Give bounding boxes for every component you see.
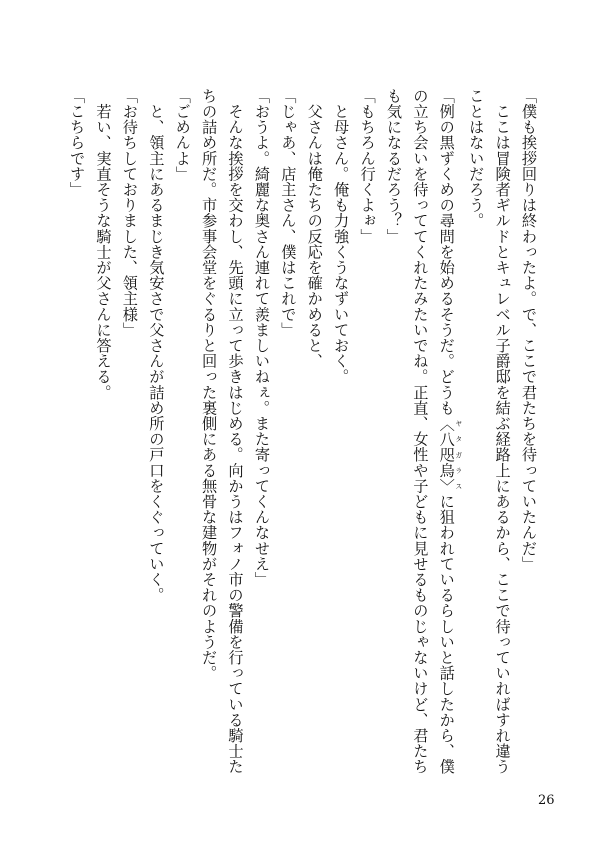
paragraph	[381, 88, 463, 788]
paragraph: 「僕も挨拶回りは終わったよ。で、ここで君たちを待っていたんだ」	[520, 88, 538, 572]
paragraph: 父さんは俺たちの反応を確かめると、	[305, 88, 324, 369]
paragraph: と、領主にあるまじき気安さで父さんが詰め所の戸口をくぐっていく。	[147, 88, 166, 603]
paragraph-segment: 「例の黒ずくめの尋問を始めるそうだ。どうも	[437, 88, 456, 416]
paragraph: 「じゃあ、店主さん、僕はこれで」	[279, 88, 298, 338]
paragraph: 「お待ちしておりました、領主様」	[120, 88, 139, 338]
paragraph: 「ごめんよ」	[173, 88, 192, 182]
paragraph: と母さん。俺も力強くうなずいておく。	[332, 88, 351, 385]
paragraph: 若い、実直そうな騎士が父さんに答える。	[94, 88, 113, 400]
paragraph: ここは冒険者ギルドとキュレベル子爵邸を結ぶ経路上にあるから、ここで待っていればすれ違うことはないだろう。	[467, 88, 512, 775]
paragraph: 「こちらです」	[68, 88, 87, 198]
vertical-text-body	[64, 88, 542, 788]
page-number: 26	[538, 793, 555, 808]
ruby-reading: ヤタガラス	[454, 415, 463, 494]
paragraph-segment: に狙われているらしいと話したから、僕の立ち会いを待っててくれたみたいでね。正直、女性や子どもに見せるものじゃないけど、君たちも気になるだろう？」	[384, 88, 456, 775]
ruby-base: 〈八咫烏〉	[437, 415, 456, 494]
ruby-annotation	[437, 415, 463, 494]
paragraph: 「もちろん行くよぉ」	[358, 88, 377, 244]
paragraph: 「おうよ。綺麗な奥さん連れて羨ましいねぇ。また寄ってくんなせえ」	[252, 88, 271, 588]
paragraph: そんな挨拶を交わし、先頭に立って歩きはじめる。向かうはフォノ市の警備を行っている騎士たちの詰め所だ。市参事会堂をぐるりと回った裏側にある無骨な建物がそれのようだ。	[200, 88, 245, 775]
